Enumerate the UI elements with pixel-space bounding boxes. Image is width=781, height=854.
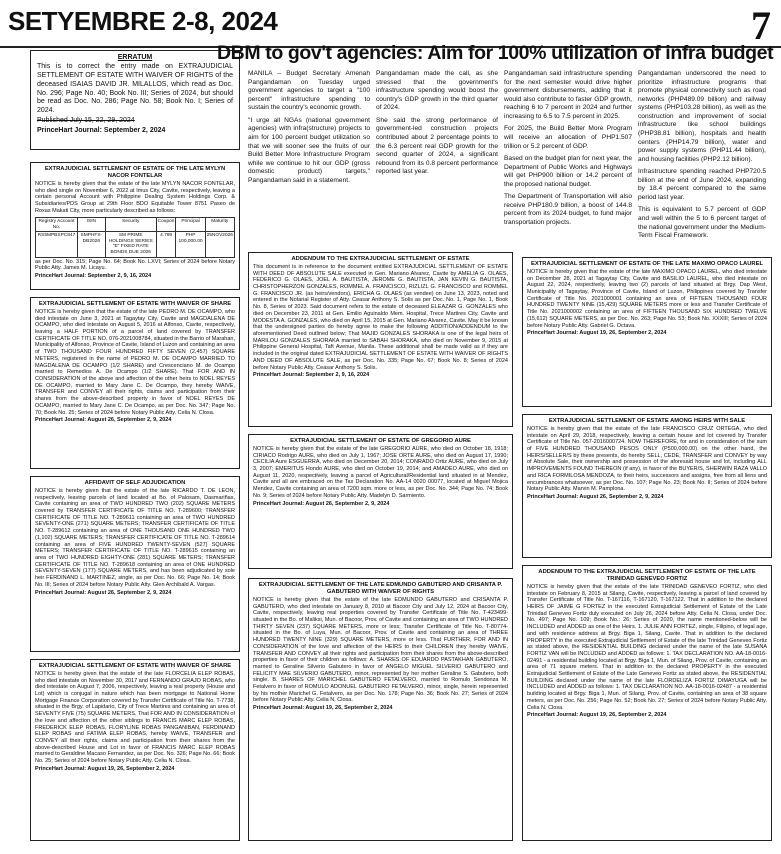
notice-body: NOTICE is hereby given that the estate of the late GREGORIO AURE, who died on October 18, 1918; CIRIACO Rodrigo AURE, who died on July 1, 1967; JOSE ORTE AURE, who died on August 17, 1990; CECILIA Aure ESGUERRA, who died on December 20, 2014; CONRADO Ortiz AURE, who died on July 3, 2007; EMERITUS Hondo AURE, who died on October 19, 2014; and AMADEO AURE, who died on August 11, 2020, respectively, leaving a parcel of Agricultural/Residential land situated in at Mendez, Cavite and all are embraced on the Tax Declaration No. AA-14 0020 00077, located at Miguel Mojica Mendez, Cavite containing an area of 7200 sqm. more or less, as per Doc. No. 344; Page No. 74; Book No. 9; Series of 2024 before Notary Public Atty. Madelyn D. Sarmiento. (253, 445, 508, 499)
notice-title: EXTRAJUDICIAL SETTLEMENT OF ESTATE OF THE LATE MAXIMO OPACO LAUREL (531, 261, 763, 267)
notice-title: EXTRAJUDICIAL SETTLEMENT OF ESTATE AMONG HEIRS WITH SALE (548, 418, 746, 424)
laurel-notice (522, 257, 772, 407)
article-paragraph: Pangandaman said infrastructure spending for the next semester would drive higher government disbursements, adding that it would also contribute to faster GDP growth, reaching 6 to 7 percent in 2024 and further increasing to 6.5 to 7.5 percent in 2025. (504, 70, 632, 120)
table-header-cell: Security (105, 218, 156, 232)
table-cell: SMPHFX-DB2026 (77, 232, 105, 257)
publication-line: PrinceHart Journal: August 19, 26, September 2, 2024 (35, 765, 175, 772)
publication-line: PrinceHart Journal: August 19, 26, September 2, 2024 (527, 712, 667, 719)
notice-title: EXTRAJUDICIAL SETTLEMENT OF ESTATE OF GREGORIO AURE (290, 438, 471, 444)
article-column-3 (504, 70, 632, 250)
notice-body: NOTICE is hereby given that the estate of the late MYLYN NACOR FONTELAR, who died single on November 6, 2022 at Imus City, Cavite, respectively, leaving a certain personal Account with Philippine Dealing System Holdings Corp. & Subsidiaries/PDS Group at 29th Floor BDO Equitable Tower 8751 Paseo de Roxas Makati City, more particularly described as follows: (35, 180, 235, 214)
notice-body: NOTICE is hereby given that the estate of the late PEDRO M. DE OCAMPO, who died intestate on June 3, 2021 at Tagaytay City, Cavite and MAGDALENA DE OCAMPO, who died intestate on August 5, 2016 at Alfonso, Cavite, respectively, leaving a HALF PORTION of a parcel of land covered by TRANSFER CERTIFICATE OF TITLE NO. 076-2021008784, situated in the Barrio of Marahan, Municipality of Alfonso, Province of Cavite, Island of Luzon and containing an area of TWO THOUSAND FOUR HUNDRED FIFTY SEVEN (2,457) SQUARE METERS, registered in the name of PEDRO M. DE OCAMPO MARRIED TO MAGDALENA DE OCAMPO (1/2 SHARE) and Crescenciano M. de Ocampo married to Remedios A. De Ocampo (1/2 SHARE). That FOR AND IN CONSIDERATION of the above and affection of the other heirs to NOEL REYES DE OCAMPO, married to Mary Jane C. De Ocampo, they hereby WAIVE, TRANSFER and CONVEY all their rights, claims and participation from their shares from the above-described property in favor of NOEL REYES DE OCAMPO, married to Mary Jane C. De Ocampo, as per Doc. No. 347; Page No. 70; Book No. 25; Series of 2024 before Notary Public Atty. Celia N. Closa. (35, 308, 235, 416)
article-paragraph: For 2025, the Build Better More Program will receive an allocation of PHP1.507 trillion or 5.2 percent of GDP. (504, 125, 632, 150)
article-column-1 (248, 70, 370, 250)
erratum-notice (30, 50, 240, 150)
publication-line: PrinceHart Journal: September 2, 2024 (37, 126, 166, 134)
notice-body: NOTICE is hereby given that the estate of the late FRANCISCO CRUZ ORTEGA, who died intestate on April 29, 2018, respectively, leaving a certain house and lot covered by Transfer Certificate of Title No. 057-2016000724. NOW THEREFORE, for and in consideration of the sum of FIVE HUNDRED THOUSAND PESOS ONLY (P500,000.00) on the other hand, the HEIRS/SELLER/S by these presents, do hereby SELL, CEDE, TRANSFER and CONVEY by way of Absolute Sale, their ownership and possession of the aforesaid house and lot, including ALL IMPROVEMENTS FOUND THEREON (if any), in favor of the BUYER/S, SHERWIN RAZA VALLO and RICA FORMILOSA MENDOZA, to their heirs, successors and assigns, free from all liens and encumbrances whatsoever, as per Doc. No. 107; Page No. 23; Book No. II; Series of 2024 before Notary Public Atty. Marvin M. Pamplona. (527, 425, 767, 493)
notice-title: ERRATUM (117, 54, 153, 61)
article-paragraph: Pangandaman made the call, as she stressed that the government's infrastructure spending would boost the country's GDP growth in the third quarter of 2024. (376, 70, 498, 112)
table-header-row (36, 218, 235, 232)
notice-title: EXTRAJUDICIAL SETTLEMENT OF ESTATE WITH WAIVER OF SHARE (38, 663, 232, 669)
notice-title: ADDENDUM TO THE EXTRAJUDICIAL SETTLEMENT OF ESTATE OF THE LATE TRINIDAD GENEVEO FORTIZ (538, 569, 756, 582)
fortiz-notice (522, 565, 772, 841)
notice-body: NOTICE is hereby given that the estate of the late TRINIDAD GENEVEO FORTIZ, who died intestate on February 8, 2015 at Silang, Cavite, respectively, leaving a parcel of land covered by Transfer Certificate of Title No. T-167116, T-167120, T-167122. That in addition to the declared HEIRS OF JAIME G FORTEZ in the executed Extrajudicial Settlement of Estate of the Late Trinidad Geneveo Fortiz duly executed on July 26, 2024 before Atty. Celia N. Closa, under Doc. No. 497; Page No. 109; Book No.: 26; Series of 2020, the name mentioned-below will be INCLUDED and ADDED as one of the Heirs. 1. JULIE ANN FORTEZ, single, Filipino, of legal age, and with residence address at Brgy. Biga 1, Silang, Cavite. That in addition to the declared PROPERTY in the executed Extrajudicial Settlement of Estate of the late Trinidad Geneveo Fortiz as stated above, the RESIDENTIAL BUILDING declared under the name of the late SUSANA FORTIZ VAN will be INCLUDED and ADDED as follows: 1. TAX DECLARATION NO. AA-18-0016-02491 - a residential building located at Brgy. Biga 1, Mun. of Silang, Prov. of Cavite, containing an area of 71 square meters. That in addition to the declared PROPERTY in the executed Extrajudicial Settlement of Estate of the Late Geneveo Fortiz as stated above, the RESIDENTIAL BUILDING declared under the name of the late FLORDELIZA FORTIZ DIMAYUGA will be INCLUDED and ADDED as follows: 1. TAX DECLARATION NO. AA-18-0016-02487 - a residential building located at Brgy. Biga 1, Mun. of Silang, Prov. of Cavite, containing an area of 38 square meters, as per Doc. No. 256; Page No. 52; Book No. 27; Series of 2024 before Notary Public Atty. Celia N. Closa. (527, 583, 767, 711)
ortega-notice (522, 414, 772, 558)
article-paragraph: This is equivalent to 5.7 percent of GDP and well within the 5 to 6 percent target of the national government under the Medium-Term Fiscal Framework. (638, 206, 766, 240)
publication-line: PrinceHart Journal: August 26, September 2, 9, 2024 (35, 417, 172, 424)
table-header-cell: Maturity (205, 218, 234, 232)
aure-notice (248, 434, 513, 569)
notice-title: EXTRAJUDICIAL SETTLEMENT OF THE LATE EDMUNDO GABUTERO AND CRISANTA P. GABUTERO WITH WAIVER OF RIGHTS (258, 582, 503, 595)
notice-struck-text: Published July 15, 22, 29, 2024 (37, 116, 135, 124)
article-column-2 (376, 70, 498, 250)
page-number: 7 (751, 3, 771, 48)
notice-body: NOTICE is hereby given that the estate of the late MAXIMO OPACO LAUREL, who died intestate on December 28, 2021 at Tagaytay City, Cavite and BASILIO LAUREL, who died intestate on August 22, 2024, respectively, leaving two (2) parcels of land situated at Brgy. Dap West, Municipality of Tagaytay, Province of Cavite, Island of Luzon, Philippines covered by Transfer Certificate of Title No. 2021000001 containing an area of FIFTEEN THOUSAND FOUR HUNDRED TWENTY NINE (15,429) SQUARE METERS more or less and Transfer Certificate of Title No. 2021000002 containing an area of FIFTEEN THOUSAND SIX HUNDRED TWELVE (15,612) SQUARE METERS, as per Doc. No. 263; Page No. 53; Book No. XXXIII; Series of 2024 before Notary Public Atty. Gabriel G. Octava. (527, 268, 767, 329)
notice-body: This is to correct the entry made on EXTRAJUDICIAL SETTLEMENT OF ESTATE WITH WAIVER OF RIGHTS of the deceased ISAIAS DAVID JR. MILALLOS, which read as Doc. No. 296; Page No. 40; Book No. III; Series of 2024, but should be read as Doc. No. 286; Page No. 58; Book No. I; Series of 2024. (37, 63, 233, 115)
notice-tail: as per Doc. No. 315; Page No. 64; Book No. LXVI; Series of 2024 before Notary Public Atty. James M. Licayu. (35, 258, 235, 272)
notice-body: This document is in reference to the document entitled EXTRAJUDICIAL SETTLEMENT OF ESTATE WITH DEED OF ABSOLUTE SALE executed in Gen. Mariano Alvarez, Cavite by AMELIA G. OLAES, FEDERICO G. OLAES, JOEL A. BAUTISTA, JEROME G. BAUTISTA, JAN KEVIN G. BAUTISTA, CHRISTOPHERZON GONZALES, ROMMEL A. FRANCISCO, RIZLIZL G. FRANCISCO and ROMMEL G. FRANCISCO JR. (as heirs/vendors), ERICHA G. OLAES (as vendee) on June 13, 2023, noted and entered in the Notarial Register of Atty. Ceasar Anthony S. Solis as per Doc. No. 1, Page No. 1, Book No. 8, Series of 2023. Said document refers to the estate of deceased ELEAZAR G. GONZALES who died on December 23, 2011 at Gen. Emilio Aguinaldo Mem. Hospital, Trece Martires City, Cavite and MODESTA A. GONZALES, who died on April 15, 2015 at Gen. Mariano Alvarez, Cavite. May it be known that the undersigned parties do hereby agree to make the following ADDITION/ADDENDUM to the aforementioned Deed outlined below; That MAJID GONZALES SHORAKA is one of the legal heirs of MARILOU GONZALES SHORAKA married to SABAH SHORAKA, who died on November 9, 2015 at Philippine General Hospital, Taft Avenue, Manila. These additional shall be made valid as if they are included in the original dated EXTRAJUDICIAL SETTLEMENT OF ESTATE WITH WAIVER OF RIGHTS AND DEED OF ABSOLUTE SALE, as per Doc. No. 335; Page No. 67; Book No. 8; Series of 2024 before Notary Public Atty. Ceasar Anthony S. Solis. (253, 263, 508, 371)
table-cell: 25NOV2026 (205, 232, 234, 257)
table-cell: SM PRIME HOLDINGS SERIES "E" FIXED RATE BONDS DUE 2026 (105, 232, 156, 257)
table-header-cell: ISIN (77, 218, 105, 232)
notice-title: AFFIDAVIT OF SELF ADJUDICATION (84, 480, 186, 486)
ocampo-notice (30, 297, 240, 469)
article-paragraph: Pangandaman underscored the need to prioritize infrastructure programs that promote physical connectivity such as road networks (PHP489.09 billion) and railway systems (PHP103.28 billion), as well as the construction and improvement of social infrastructure like school buildings (PHP38.81 billion), hospitals and health centers (PHP14.79 billion), water and power supply systems (PHP11.44 billion), and housing facilities (PHP2.12 billion). (638, 70, 766, 163)
table-cell: RS5MPBSPC847 (36, 232, 78, 257)
article-paragraph: The Department of Transportation will also receive PHP180.9 billion, a boost of 144.8 percent from its 2024 budget, to fund major transportation projects. (504, 193, 632, 226)
article-paragraph: "I urge all NGAs (national government agencies) with infra(structure) projects to aim for 100 percent budget utilization so that we will sooner see the fruits of our Build Better More Infrastructure Program while we continue to hit our GDP (gross domestic product) targets," Pangandaman said in a statement. (248, 116, 370, 184)
table-row (36, 232, 235, 257)
publication-line: PrinceHart Journal: September 2, 9, 16, 2024 (253, 372, 370, 379)
security-table (35, 217, 235, 257)
table-header-cell: Registry Account No. (36, 218, 78, 232)
table-cell: PHP 100,000.00 (176, 232, 205, 257)
publication-line: PrinceHart Journal: August 19, 26, September 2, 2024 (527, 330, 667, 337)
notice-title: EXTRAJUDICIAL SETTLEMENT OF ESTATE WITH WAIVER OF SHARE (38, 301, 232, 307)
page-header (0, 0, 781, 48)
publication-line: PrinceHart Journal: September 2, 9, 16, 2024 (35, 272, 152, 279)
fontelar-notice (30, 162, 240, 290)
issue-date: SETYEMBRE 2-8, 2024 (8, 6, 278, 36)
publication-line: PrinceHart Journal: August 26, September 2, 9, 2024 (527, 493, 664, 500)
article-paragraph: Based on the budget plan for next year, the Department of Public Works and Highways will get PHP900 billion or 14.2 percent of the proposed national budget. (504, 155, 632, 188)
article-paragraph: She said the strong performance of government-led construction projects contributed about 2 percentage points to the 6.3 percent real GDP growth for the second quarter of 2024, a significant rebound from its 0.8 percent performance reported last year. (376, 116, 498, 176)
notice-title: ADDENDUM TO THE EXTRAJUDICIAL SETTLEMENT OF ESTATE (291, 256, 470, 262)
article-paragraph: MANILA – Budget Secretary Amenah Pangandaman on Tuesday urged government agencies to target a "100 percent" infrastructure spending to sustain the country's economic growth. (248, 70, 370, 112)
robas-notice (30, 659, 240, 841)
article-column-4 (638, 70, 766, 250)
article-headline: DBM to gov't agencies: Aim for 100% utilization of infra budget (217, 42, 774, 64)
publication-line: PrinceHart Journal: August 19, 26, September 2, 2024 (253, 705, 393, 712)
notice-body: NOTICE is hereby given that the estate of the late EDMUNDO GABUTERO and CRISANTA P. GABUTERO, who died intestate on January 8, 2010 at Bacoor City and July 12, 2024 at Bacoor City, Cavite, respectively, leaving real properties covered by Transfer Certificate of Title No. T-423499- situated in the Bo. of Maliksi, Mun. of Bacoor, Prov. of Cavite and containing an area of TWO HUNDRED THIRTY SEVEN (237) SQUARE METERS, more or less; Transfer Certificate of Title No. T-80774- situated in the Bo. of Luya, Mun. of Bacoor, Prov. of Cavite and containing an area of THREE HUNDRED TWENTY NINE (329) SQUARE METERS, more or less. That FURTHER, FOR AND IN CONSIDERATION of the love and affection of the HEIRS to their CHILDREN they hereby WAIVE, TRANSFER AND CONVEY all their rights and participation from their shares from the above-described properties in favor of their children as follows: A. SHARES OF EDUARDO PASTAKHAN GABUTERO, married to Geraline Silverio Gabutero in favor of ANGELO MIGUEL SILVERIO GABUTERO and FELICITY MAE SILVERIO GABUTERO, minor, represented by her mother Geraline S. Gabutero, both single. B. SHARES OF MARICHEL GABUTERO FETALVERO, married to Romulo Sendonza M. Fetalvero in favor of ROMULO ADONUEL GABUTERO FETALVERO, minor, single, herein represented by his mother Marichel G. Fetalvero, as per Doc. No. 178; Page No. 36; Book No. 27; Series of 2024 before Notary Public Atty. Celia N. Closa. (253, 596, 508, 704)
table-header-cell: Principal (176, 218, 205, 232)
table-header-cell: Coupon (156, 218, 176, 232)
article-paragraph: Infrastructure spending reached PHP720.5 billion at the end of June 2024, expanding by 18.4 percent compared to the same period last year. (638, 168, 766, 201)
publication-line: PrinceHart Journal: August 26, September 2, 9, 2024 (35, 589, 172, 596)
notice-body: NOTICE is hereby given that the estate of the late RICARDO T. DE LEON, respectively, leaving parcels of land located at Bo. of Palosam, Dasmariñas, Cavite containing an area of TWO HUNDRED TWO (202) SQUARE METERS covered by TRANSFER CERTIFICATE OF TITLE NO. T-289600; TRANSFER CERTIFICATE OF TITLE NO. T-289611 containing an area of TWO HUNDRED SEVENTY-ONE (271) SQUARE METERS; TRANSFER CERTIFICATE OF TITLE NO. T-289612 containing an area of ONE THOUSAND ONE HUNDRED TWO (1,102) SQUARE METERS; TRANSFER CERTIFICATE OF TITLE NO. T-289614 containing an area of FIVE HUNDRED TWENTY-SEVEN (527) SQUARE METERS; TRANSFER CERTIFICATE OF TITLE NO. T-289615 containing an area of TWO HUNDRED EIGHTY-ONE (281) SQUARE METERS; TRANSFER CERTIFICATE OF TITLE NO. T-289618 containing an area of ONE HUNDRED SEVENTY-SEVEN (177) SQUARE METERS, and has been adjudicated by sole heir FERDINAND L. MARTINEZ, single, as per Doc. No. 66; Page No. 14; Book No. III; Series of 2024 before Notary Public Atty. Glen Archibald A. Vargas. (35, 487, 235, 588)
leon-notice (30, 476, 240, 652)
gabutero-notice (248, 578, 513, 841)
notice-title: EXTRAJUDICIAL SETTLEMENT OF ESTATE OF THE LATE MYLYN NACOR FONTELAR (44, 166, 226, 179)
publication-line: PrinceHart Journal: August 26, September 2, 9, 2024 (253, 500, 390, 507)
addendum-absolute-sale-notice (248, 252, 513, 427)
table-cell: 4.799 (156, 232, 176, 257)
notice-body: NOTICE is hereby given that the estate of the late FLORCELIA ELEP ROBAS, who died intestate on November 30, 2017 and FERNANDO GRAJO ROBAS, who died intestate on August 7, 2006, respectively, leaving a real property (House and Lot) which is conjugal in nature which has been mortgage to National Home Mortgage Finance Corporation covered by Transfer Certificate of Title No. T-7738, situated in the Brgy. of Lapidario, City of Trece Martires and containing an area of SEVENTY FIVE (75) SQUARE METERS. That FOR AND IN CONSIDERATION of the love and affection of the other siblings to FRANCIS MARC ELEP ROBAS, FREDERICK ELEP ROBAS, FLORYLINE ROBAS PANGANIBAN, FERDINAND ELEP ROBAS and FATIMA ELEP ROBAS, hereby WAIVE, TRANSFER and CONVEY all their rights, claims and participation from their shares from the above-described House and Lot in favor of FRANCIS MARC ELEP ROBAS married to Geraldine Macaso Fernandez, as per Doc. No. 326; Page No. 66; Book No. 25; Series of 2024 before Notary Public Atty. Celia N. Closa. (35, 670, 235, 765)
